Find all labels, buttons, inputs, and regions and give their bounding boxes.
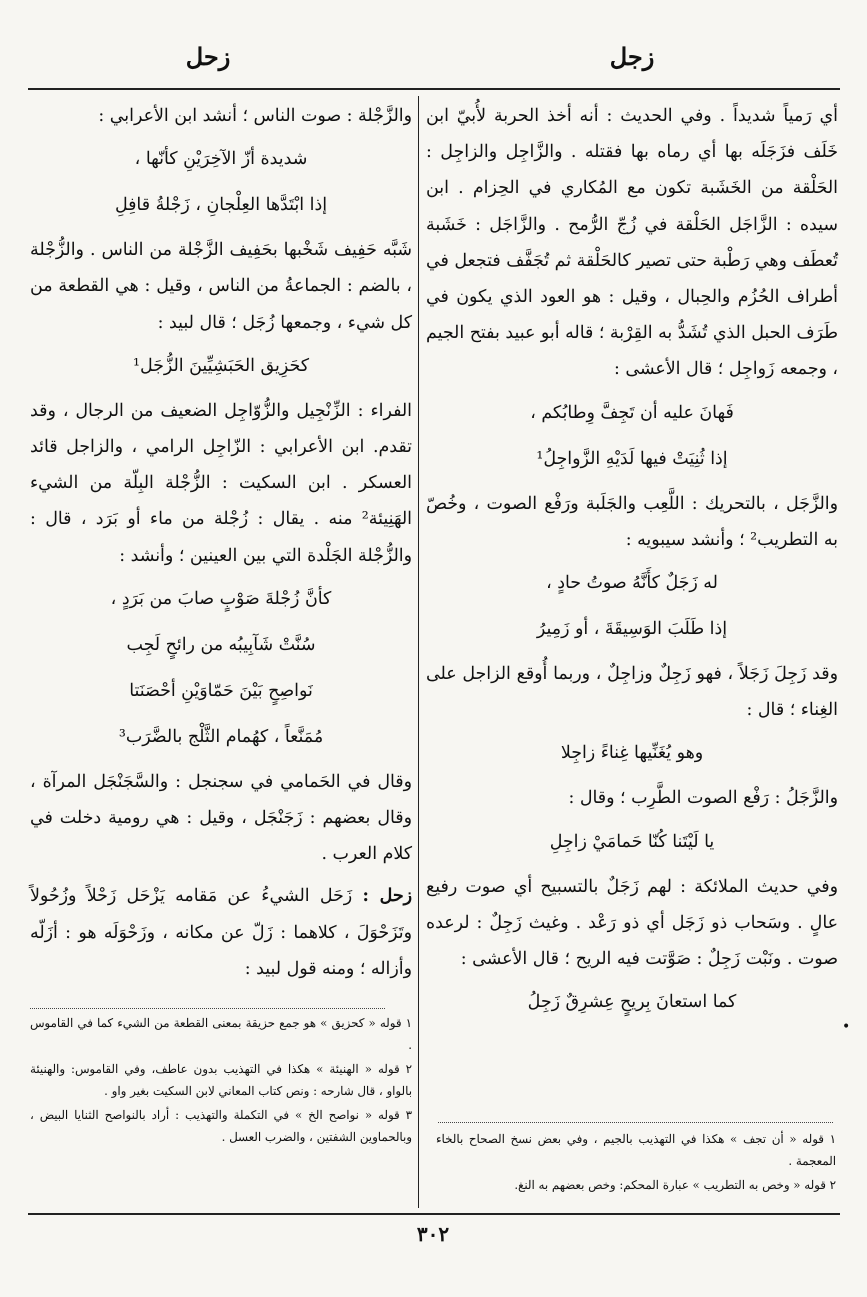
verse-line: سُنَّتْ شَآبِيبُه من رائحٍ لَجِب xyxy=(126,634,316,655)
column-divider xyxy=(418,96,419,1208)
footnote: ٢ قوله « الهنيئة » هكذا في التهذيب بدون عاطف، وفي القاموس: والهنيئة بالواو ، قال شارحه : ونص كتاب المعاني لابن السكيت بغير واو . xyxy=(30,1062,412,1098)
entry-paragraph xyxy=(30,878,412,987)
left-column xyxy=(30,98,412,993)
verse-line: مُمَنَّعاً ، كهُمام الثَّلْج بالضَّرَب³ xyxy=(118,726,324,747)
entry-paragraph: وقد زَجِلَ زَجَلاً ، فهو زَجِلٌ وزاجِلٌ ، وربما أُوقع الزاجل على الغِناء ؛ قال : xyxy=(426,664,838,721)
entry-paragraph: أي رَمياً شديداً . وفي الحديث : أنه أخذ الحربة لأُبيّ ابن خَلَف فزَجَلَه بها أي رماه بها فقتله . والزَّاجِل والزاجِل : الحَلْقة من الخَشَبة تكون مع المُكاري في الحِزام . ابن سيده : الزَّاجَل الحَلْقة في زُجّ الرُّمح . والزَّاجَل : خَشَبة تُعطَف وهي رَطْبة حتى تصير كالحَلْقة ثم تُجَفَّف فتجعل في أطراف الحُزُم والحِبال ، وقيل : هو العود الذي يكون في طَرَف الحبل الذي تُشَدُّ به القِرْبة ؛ قاله أبو عبيد بفتح الجيم ، وجمعه زَواجِل ؛ قال الأعشى : xyxy=(426,106,838,380)
footnote-separator xyxy=(30,1008,385,1009)
verse-line: كما استعانَ بِريحٍ عِشرِقٌ زَجِلُ xyxy=(527,992,737,1013)
entry-paragraph: الفراء : الزِّنْجِيل والزُّوّاجِل الضعيف من الرجال ، وقد تقدم. ابن الأعرابي : الزّاجِل الرامي ، والزاجل قائد العسكر . ابن السكيت : الزُّجْلة البِلّة من الشيء الهَنِيئة² منه . يقال : زُجْلة من ماء أو بَرَد ، قال : والزُّجْلة الجَلْدة التي بين العينين ؛ وأنشد : xyxy=(30,400,412,566)
footnote-separator xyxy=(438,1122,833,1123)
entry-paragraph: شَبَّه حَفِيف شَخْبها بحَفِيف الزَّجْلة من الناس . والزُّجْلة ، بالضم : الجماعةُ من الناس ، وقيل : هي القطعة من كل شيء ، وجمعها زُجَل ؛ قال لبيد : xyxy=(30,240,412,333)
margin-dot: • xyxy=(842,1019,851,1035)
bottom-rule xyxy=(28,1213,840,1215)
entry-paragraph: والزَّجَلُ : رَفْع الصوت الطَّرِب ؛ وقال : xyxy=(568,788,838,809)
verse-line: وهو يُغَنِّيها غِناءً زاجِلا xyxy=(560,743,704,764)
left-column-header: زحل xyxy=(185,42,231,71)
footnote: ١ قوله « كحزيق » هو جمع حزيقة بمعنى القطعة من الشيء كما في القاموس . xyxy=(30,1016,412,1052)
entry-paragraph: وقال في الحَمامي في سجنجل : والسَّجَنْجَل المرآة ، وقال بعضهم : زَجَنْجَل ، وقيل : هي رومية دخلت في كلام العرب . xyxy=(30,771,412,865)
verse-line: إذا طَلَبَ الوَسِيقَةَ ، أو زَمِيرُ xyxy=(536,619,728,640)
footnote: ١ قوله « أن تجف » هكذا في التهذيب بالجيم ، وفي بعض نسخ الصحاح بالخاء المعجمة . xyxy=(436,1132,836,1168)
right-column xyxy=(426,98,838,1029)
verse-line: يا لَيْتَنا كُنّا حَمامَيْ زاجِلِ xyxy=(549,831,715,852)
page-number: ٣٠٢ xyxy=(416,1222,450,1246)
verse-line: نَواصِحٍ بَيْنَ حَمّاوَيْنِ أحْصَنَتا xyxy=(129,680,313,701)
verse-line: فَهانَ عليه أن تَجِفَّ وِطابُكم ، xyxy=(530,402,734,423)
verse-line: إذا ابْتَدَّها العِلْجانِ ، زَجْلةُ قافِلِ xyxy=(114,195,328,216)
footnote: ٢ قوله « وخص به التطريب » عبارة المحكم: وخص بعضهم به النغ. xyxy=(514,1178,836,1192)
entry-paragraph: والزَّجْلة : صوت الناس ؛ أنشد ابن الأعرابي : xyxy=(98,106,412,126)
footnote: ٣ قوله « نواصح الخ » في التكملة والتهذيب : أراد بالنواصح الثنايا البيض ، وبالحماوين الشفتين ، والضرب العسل . xyxy=(30,1108,412,1144)
entry-text: زَحَل الشيءُ عن مَقامه يَزْحَل زَحْلاً وزُحُولاً وتَزَحْوَلَ ، كلاهما : زَلّ عن مكانه ، وزَحْوَلَه هو : أزَلّه وأزاله ؛ ومنه قول لبيد : xyxy=(30,886,412,979)
headword: زحل : xyxy=(362,886,412,907)
entry-paragraph: والزَّجَل ، بالتحريك : اللَّعِب والجَلَبة ورَفْع الصوت ، وخُصّ به التطريب² ؛ وأنشد سيبويه : xyxy=(426,493,838,550)
right-footnotes xyxy=(436,1128,836,1198)
verse-line: كأنَّ زُجْلةَ صَوْبٍ صابَ من بَرَدٍ ، xyxy=(110,588,332,609)
verse-line: كحَزِيق الحَبَشِيِّينَ الزُّجَل¹ xyxy=(133,355,309,376)
right-column-header: زجل xyxy=(609,42,655,71)
entry-paragraph: وفي حديث الملائكة : لهم زَجَلٌ بالتسبيح أي صوت رفيع عالٍ . وسَحاب ذو زَجَل أي ذو رَعْد . وغيث زَجِلٌ : لرعده صوت . ونَبْت زَجِلٌ : صَوَّتت فيه الريح ؛ قال الأعشى : xyxy=(426,876,838,970)
verse-line: شديدة أزّ الآخِرَيْنِ كأنّها ، xyxy=(134,149,308,170)
verse-line: إذا ثُنِيَتْ فيها لَدَيْهِ الزَّواجِلُ¹ xyxy=(536,448,728,469)
top-rule xyxy=(28,88,840,90)
verse-line: له زَجَلٌ كأَنَّهُ صوتُ حادٍ ، xyxy=(546,573,718,594)
left-footnotes xyxy=(30,1012,412,1150)
